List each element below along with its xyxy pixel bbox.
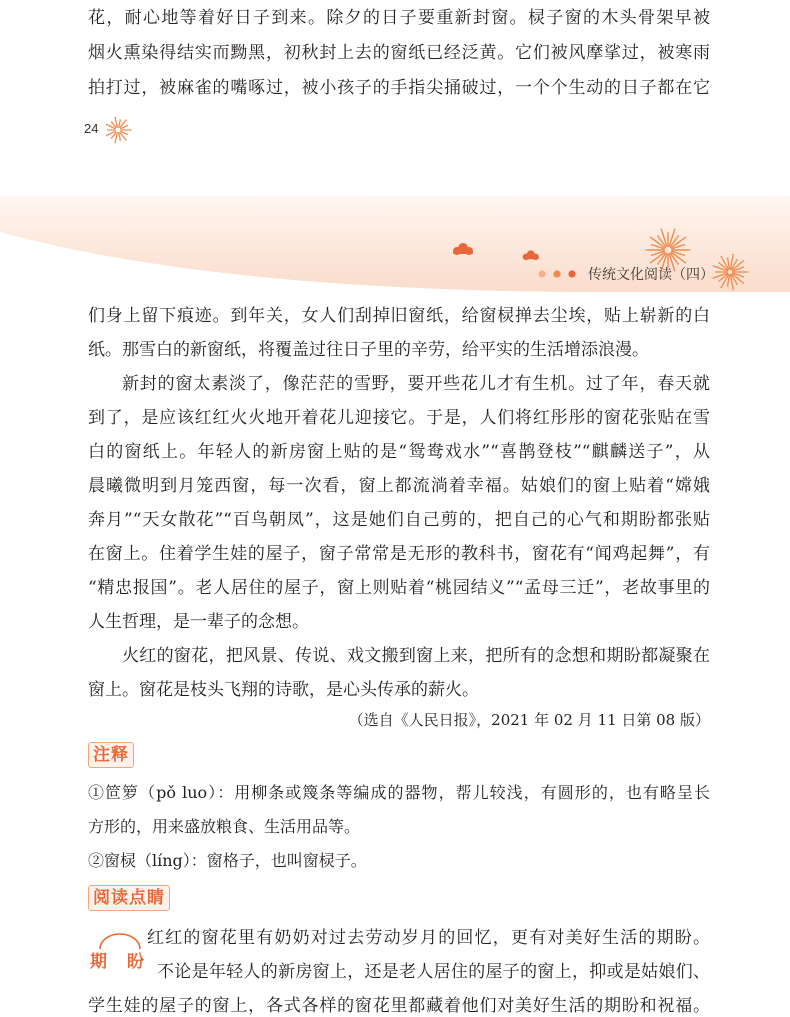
firework-spark <box>119 139 121 141</box>
text-line: 白的窗纸上。年轻人的新房窗上贴的是“鸳鸯戏水”“喜鹊登枝”“麒麟送子”，从 <box>88 442 710 462</box>
firework-spark <box>715 271 717 273</box>
firework-spark <box>657 235 659 237</box>
text-line: 火红的窗花，把风景、传说、戏文搬到窗上来，把所有的念想和期盼都凝聚在 <box>122 646 710 666</box>
firework-spark <box>107 129 109 131</box>
firework-spark <box>126 133 128 135</box>
firework-spark <box>125 119 127 121</box>
firework-spark <box>677 235 679 237</box>
firework-spark <box>727 257 729 259</box>
text-line: 纸。那雪白的新窗纸，将覆盖过往日子里的辛劳，给平实的生活增添浪漫。 <box>88 340 649 360</box>
firework-spark <box>732 288 734 290</box>
firework-icon <box>712 254 748 290</box>
firework-spark <box>119 119 121 121</box>
text-line: 晨曦微明到月笼西窗，每一次看，窗上都流淌着幸福。姑娘们的窗上贴着“嫦娥 <box>88 476 710 496</box>
text-line: 到了，是应该红红火火地开着花儿迎接它。于是，人们将红彤彤的窗花张贴在雪 <box>88 408 710 428</box>
keyword-label: 期盼 <box>90 952 164 972</box>
notes-list <box>88 782 710 872</box>
firework-spark <box>106 124 108 126</box>
firework-spark <box>742 266 744 268</box>
firework-spark <box>689 249 691 251</box>
highlight-line: 学生娃的屋子的窗上，各式各样的窗花里都藏着他们对美好生活的期盼和祝福。 <box>88 996 710 1016</box>
firework-ray <box>116 133 118 141</box>
text-line: 窗上。窗花是枝头飞翔的诗歌，是心头传承的薪火。 <box>88 680 479 700</box>
text-line: 拍打过，被麻雀的嘴啄过，被小孩子的手指尖捅破过，一个个生动的日子都在它 <box>88 78 710 98</box>
section-title: 传统文化阅读（四） <box>588 266 714 282</box>
firework-spark <box>743 282 745 284</box>
note-line: 方形的，用来盛放粮食、生活用品等。 <box>88 817 361 836</box>
firework-spark <box>736 283 738 285</box>
firework-spark <box>106 135 108 137</box>
text-line: 烟火熏染得结实而黝黑，初秋封上去的窗纸已经泛黄。它们被风摩挲过，被寒雨 <box>88 43 710 63</box>
firework-spark <box>130 129 132 131</box>
firework-spark <box>727 285 729 287</box>
text-line: 奔月”“天女散花”“百鸟朝凤”，这是她们自己剪的，把自己的心气和期盼都张贴 <box>88 510 710 530</box>
firework-icon <box>106 118 130 142</box>
firework-spark <box>650 236 652 238</box>
notes-heading: 注释 <box>88 742 134 768</box>
text-line: 们身上留下痕迹。到年关，女人们刮掉旧窗纸，给窗棂掸去尘埃，贴上崭新的白 <box>88 306 710 326</box>
firework-spark <box>126 125 128 127</box>
reading-highlight-heading: 阅读点睛 <box>88 885 170 911</box>
firework-spark <box>667 232 669 234</box>
firework-spark <box>747 271 749 273</box>
title-dots-icon <box>536 268 580 280</box>
previous-page-text <box>88 7 710 99</box>
firework-spark <box>743 260 745 262</box>
firework-spark <box>660 229 662 231</box>
firework-spark <box>718 280 720 282</box>
keyword-arc-icon <box>98 932 142 950</box>
firework-ray <box>119 122 120 127</box>
firework-spark <box>732 254 734 256</box>
firework-ray <box>116 119 118 127</box>
firework-spark <box>736 259 738 261</box>
firework-spark <box>720 286 722 288</box>
page-number: 24 <box>84 121 99 136</box>
note-line: ②窗棂（líng）：窗格子，也叫窗棂子。 <box>88 851 367 870</box>
text-line: 新封的窗太素淡了，像茫茫的雪野，要开些花儿才有生机。过了年，春天就 <box>122 374 710 394</box>
text-line: 花，耐心地等着好日子到来。除夕的日子要重新封窗。棂子窗的木头骨架早被 <box>88 8 710 28</box>
firework-ray <box>119 133 120 138</box>
highlight-line: 红红的窗花里有奶奶对过去劳动岁月的回忆，更有对美好生活的期盼。 <box>147 928 710 948</box>
firework-spark <box>646 249 648 251</box>
firework-spark <box>720 256 722 258</box>
highlight-line: 不论是年轻人的新房窗上，还是老人居住的屋子的窗上，抑或是姑娘们、 <box>157 962 710 982</box>
firework-spark <box>742 276 744 278</box>
firework-spark <box>674 229 676 231</box>
article-source: （选自《人民日报》，2021 年 02 月 11 日第 08 版） <box>348 711 710 729</box>
text-line: 在窗上。住着学生娃的屋子，窗子常常是无形的教科书，窗花有“闻鸡起舞”，有 <box>88 544 710 564</box>
firework-spark <box>114 117 116 119</box>
text-line: “精忠报国”。老人居住的屋子，窗上则贴着“桃园结义”“孟母三迁”，老故事里的 <box>88 578 710 598</box>
text-line: 人生哲理，是一辈子的念想。 <box>88 612 309 632</box>
firework-spark <box>683 254 685 256</box>
firework-spark <box>651 244 653 246</box>
firework-spark <box>683 244 685 246</box>
firework-spark <box>718 262 720 264</box>
firework-spark <box>114 141 116 143</box>
note-line: ①笸箩（pǒ luo）：用柳条或篾条等编成的器物，帮儿较浅，有圆形的，也有略呈长 <box>88 783 710 802</box>
article-body <box>88 305 710 701</box>
firework-spark <box>111 137 113 139</box>
firework-spark <box>111 121 113 123</box>
firework-spark <box>651 254 653 256</box>
firework-spark <box>684 236 686 238</box>
firework-spark <box>125 139 127 141</box>
